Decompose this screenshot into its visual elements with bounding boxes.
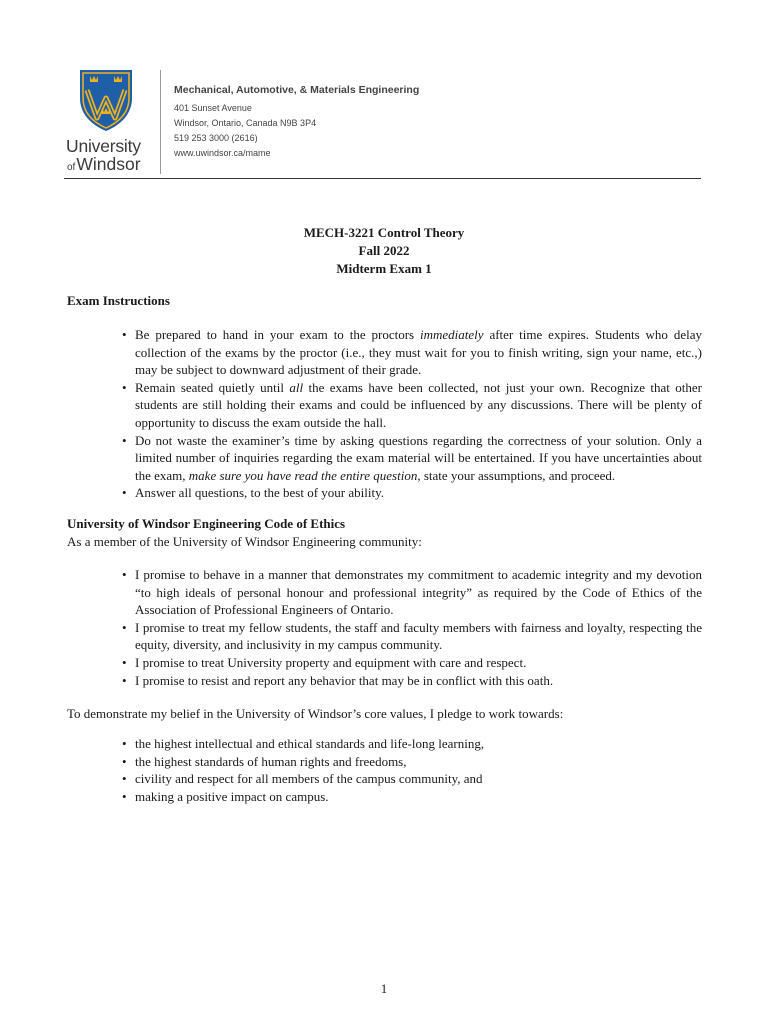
logo-wordmark-of: of [67, 162, 76, 173]
logo-wordmark-windsor [67, 154, 141, 175]
exam-name: Midterm Exam 1 [336, 261, 432, 276]
ethics-intro: As a member of the University of Windsor Engineering community: [67, 534, 422, 549]
university-crest-icon [78, 68, 134, 132]
letterhead [64, 68, 704, 178]
department-name: Mechanical, Automotive, & Materials Engineering [174, 84, 420, 96]
list-item: • civility and respect for all members of the campus community, and [120, 770, 702, 788]
address-line-2: Windsor, Ontario, Canada N9B 3P4 [174, 118, 317, 128]
instructions-list [120, 326, 702, 502]
list-item: • making a positive impact on campus. [120, 788, 702, 806]
term: Fall 2022 [358, 243, 410, 258]
list-item: • Answer all questions, to the best of your ability. [120, 484, 702, 502]
instructions-heading: Exam Instructions [67, 293, 170, 308]
page-number: 1 [380, 981, 388, 996]
logo-wordmark-university: University [66, 136, 141, 156]
department-info [174, 84, 419, 161]
list-item: • I promise to behave in a manner that demonstrates my commitment to academic integrity and my devotion “to high ideals of personal honour and professional integrity” as required by the Code of Ethics of the Association of Professional Engineers of Ontario. [120, 566, 702, 619]
list-item: • I promise to treat my fellow students, the staff and faculty members with fairness and loyalty, respecting the equity, diversity, and inclusivity in my campus community. [120, 619, 702, 654]
list-item: • Do not waste the examiner’s time by asking questions regarding the correctness of your solution. Only a limited number of inquiries regarding the exam material will be entertained. If you have uncertainties about the exam, make sure you have read the entire question, state your assumptions, and proceed. [120, 432, 702, 485]
course-title: MECH-3221 Control Theory [303, 225, 465, 240]
ethics-list [120, 566, 702, 689]
list-item: • I promise to treat University property and equipment with care and respect. [120, 654, 702, 672]
header-rule [64, 178, 701, 179]
phone-number: 519 253 3000 (2616) [174, 133, 258, 143]
website-url: www.uwindsor.ca/mame [174, 148, 271, 158]
list-item: • the highest standards of human rights and freedoms, [120, 753, 702, 771]
logo-wordmark-windsor-text: Windsor [76, 154, 141, 174]
list-item: • Remain seated quietly until all the exams have been collected, not just your own. Recognize that other students are still holding their exams and could be influenced by any discussions. There will be plenty of opportunity to discuss the exam outside the hall. [120, 379, 702, 432]
exam-title [0, 224, 768, 278]
values-intro: To demonstrate my belief in the University of Windsor’s core values, I pledge to work towards: [67, 706, 564, 721]
university-logo [64, 68, 150, 174]
letterhead-divider [160, 70, 161, 174]
list-item: • the highest intellectual and ethical standards and life-long learning, [120, 735, 702, 753]
list-item: • Be prepared to hand in your exam to the proctors immediately after time expires. Students who delay collection of the exams by the proctor (i.e., they must wait for you to finish writing, sign your name, etc.,) may be subject to downward adjustment of their grade. [120, 326, 702, 379]
ethics-heading: University of Windsor Engineering Code of Ethics [67, 516, 346, 531]
list-item: • I promise to resist and report any behavior that may be in conflict with this oath. [120, 672, 702, 690]
values-list [120, 735, 702, 805]
address-line-1: 401 Sunset Avenue [174, 103, 252, 113]
